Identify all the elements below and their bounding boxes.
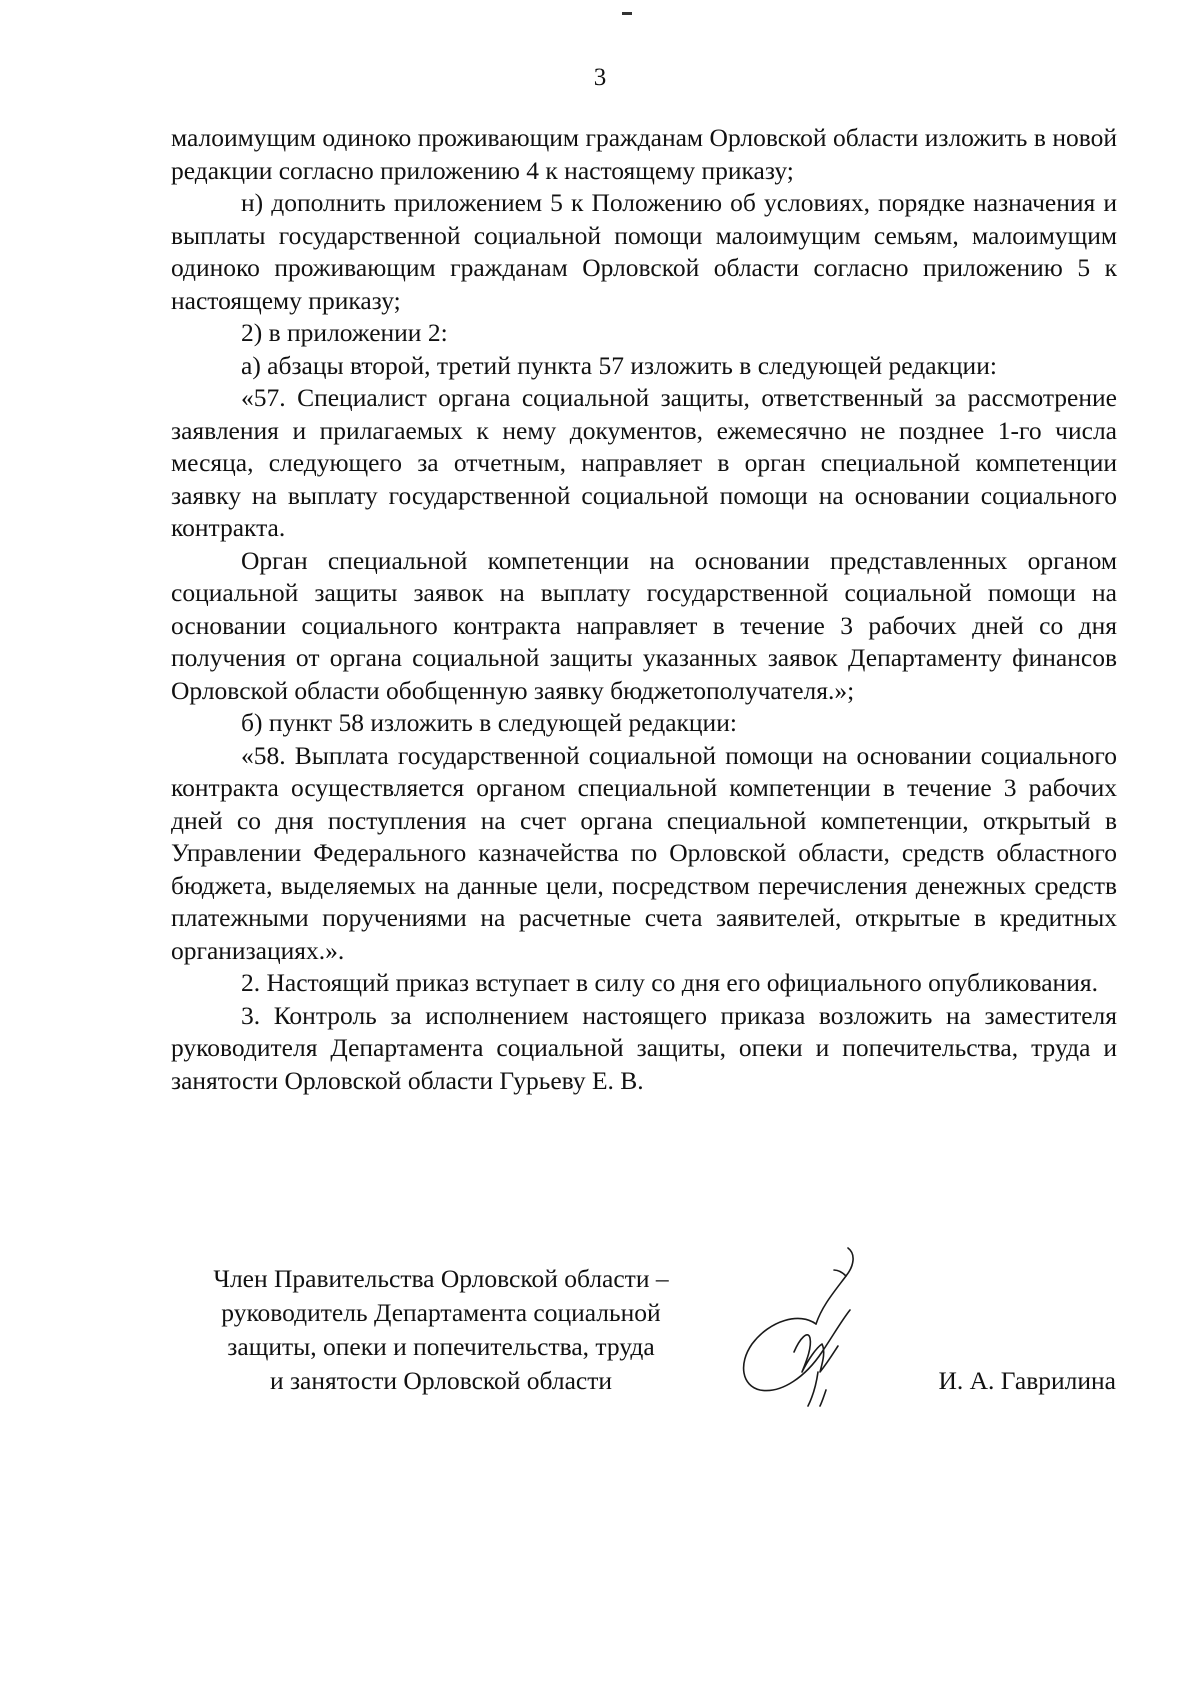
paragraph-7: б) пункт 58 изложить в следующей редакции: bbox=[241, 708, 737, 737]
paragraph-9: 2. Настоящий приказ вступает в силу со дня его официального опубликования. bbox=[241, 968, 1098, 997]
paragraph-10: 3. Контроль за исполнением настоящего приказа возложить на заместителя руководителя Департамента социальной защиты, опеки и попечительства, труда и занятости Орловской области Гурьеву Е. В. bbox=[171, 1000, 1117, 1095]
paragraph-3: 2) в приложении 2: bbox=[241, 318, 448, 347]
paragraph-8: «58. Выплата государственной социальной помощи на основании социального контракта осуществляется органом специальной компетенции в течение 3 рабочих дней со дня поступления на счет органа специальной компетенции, открытый в Управлении Федерального казначейства по Орловской области, средств областного бюджета, выделяемых на данные цели, посредством перечисления денежных средств платежными поручениями на расчетные счета заявителей, открытые в кредитных организациях.». bbox=[171, 740, 1117, 965]
signatory-name: И. А. Гаврилина bbox=[938, 1366, 1116, 1395]
position-line-3: защиты, опеки и попечительства, труда bbox=[227, 1332, 655, 1361]
paragraph-2: н) дополнить приложением 5 к Положению об условиях, порядке назначения и выплаты государственной социальной помощи малоимущим семьям, малоимущим одиноко проживающим гражданам Орловской области согласно приложению 5 к настоящему приказу; bbox=[171, 188, 1117, 315]
paragraph-4: а) абзацы второй, третий пункта 57 изложить в следующей редакции: bbox=[241, 350, 997, 380]
signatory-position bbox=[171, 1262, 711, 1398]
position-line-4: и занятости Орловской области bbox=[269, 1366, 613, 1395]
document-body bbox=[171, 122, 1117, 1097]
position-line-2: руководитель Департамента социальной bbox=[221, 1298, 661, 1327]
handwritten-signature bbox=[730, 1240, 880, 1415]
scan-mark bbox=[622, 12, 632, 15]
paragraph-6: Орган специальной компетенции на основании представленных органом социальной защиты заявок на выплату государственной социальной помощи на основании социального контракта направляет в течение 3 рабочих дней со дня получения от органа социальной защиты указанных заявок Департаменту финансов Орловской области обобщенную заявку бюджетополучателя.»; bbox=[171, 545, 1117, 705]
position-line-1: Член Правительства Орловской области – bbox=[213, 1264, 669, 1293]
paragraph-5: «57. Специалист органа социальной защиты, ответственный за рассмотрение заявления и прилагаемых к нему документов, ежемесячно не позднее 1-го числа месяца, следующего за отчетным, направляет в орган специальной компетенции заявку на выплату государственной социальной помощи на основании социального контракта. bbox=[171, 383, 1117, 542]
page-number: 3 bbox=[593, 64, 607, 91]
paragraph-1: малоимущим одиноко проживающим гражданам Орловской области изложить в новой редакции согласно приложению 4 к настоящему приказу; bbox=[171, 123, 1117, 185]
